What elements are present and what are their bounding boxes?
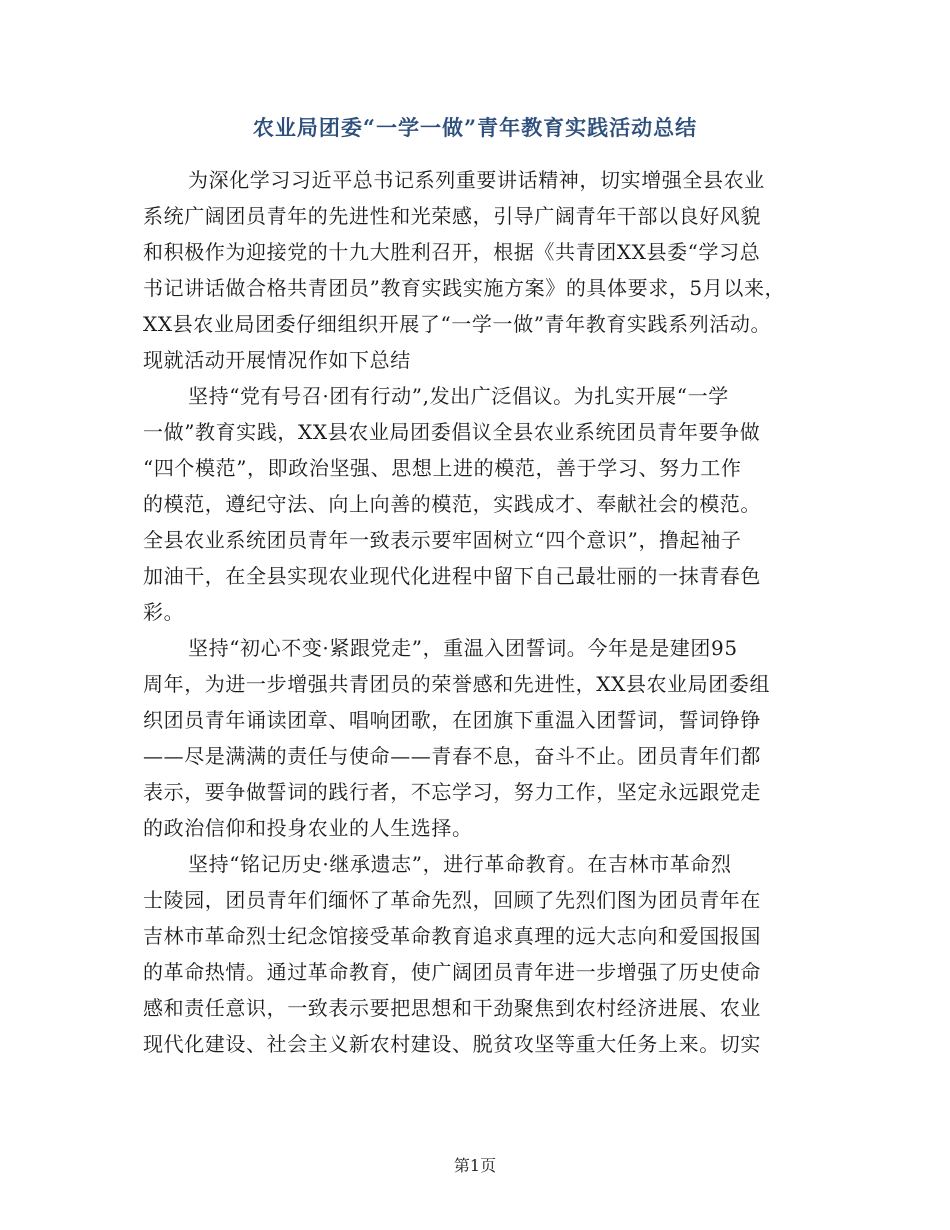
paragraph-line: 的革命热情。通过革命教育，使广阔团员青年进一步增强了历史使命 [143,960,761,984]
paragraph-line: 吉林市革命烈士纪念馆接受革命教育追求真理的远大志向和爱国报国 [143,924,761,948]
paragraph-line: 现代化建设、社会主义新农村建设、脱贫攻坚等重大任务上来。切实 [143,1032,761,1056]
paragraph-line: 士陵园，团员青年们缅怀了革命先烈，回顾了先烈们图为团员青年在 [143,888,761,912]
paragraph-line: 坚持“初心不变·紧跟党走”，重温入团誓词。今年是是建团95 [188,636,738,660]
document-body [143,162,803,1062]
paragraph-line: 织团员青年诵读团章、唱响团歌，在团旗下重温入团誓词，誓词铮铮 [143,708,761,732]
paragraph-line: 坚持“铭记历史·继承遗志”，进行革命教育。在吉林市革命烈 [188,852,732,876]
paragraph-line: 一做”教育实践，XX县农业局团委倡议全县农业系统团员青年要争做 [143,420,761,444]
paragraph-line: 为深化学习习近平总书记系列重要讲话精神，切实增强全县农业 [188,168,765,192]
paragraph-line: 感和责任意识，一致表示要把思想和干劲聚焦到农村经济进展、农业 [143,996,761,1020]
paragraph-line: 全县农业系统团员青年一致表示要牢固树立“四个意识”，撸起袖子 [143,528,742,552]
page-number: 第1页 [453,1156,497,1175]
paragraph-line: 表示，要争做誓词的践行者，不忘学习，努力工作，坚定永远跟党走 [143,780,761,804]
paragraph-line: “四个模范”，即政治坚强、思想上进的模范，善于学习、努力工作 [143,456,742,480]
paragraph-line: 的政治信仰和投身农业的人生选择。 [143,816,473,840]
paragraph-line: ——尽是满满的责任与使命——青春不息，奋斗不止。团员青年们都 [143,744,761,768]
paragraph-line: 加油干，在全县实现农业现代化进程中留下自己最壮丽的一抹青春色 [143,564,761,588]
paragraph-line: 书记讲话做合格共青团员”教育实践实施方案》的具体要求，5月以来， [143,276,786,300]
paragraph-line: 坚持“党有号召·团有行动”,发出广泛倡议。为扎实开展“一学 [188,384,729,408]
paragraph-line: 和积极作为迎接党的十九大胜利召开，根据《共青团XX县委“学习总 [143,240,761,264]
paragraph-line: 周年，为进一步增强共青团员的荣誉感和先进性，XX县农业局团委组 [143,672,771,696]
paragraph-line: 彩。 [143,600,185,624]
paragraph-line: 的模范，遵纪守法、向上向善的模范，实践成才、奉献社会的模范。 [143,492,761,516]
paragraph-line: 系统广阔团员青年的先进性和光荣感，引导广阔青年干部以良好风貌 [143,204,761,228]
document-title: 农业局团委“一学一做”青年教育实践活动总结 [252,115,698,140]
paragraph-line: XX县农业局团委仔细组织开展了“一学一做”青年教育实践系列活动。 [143,312,772,336]
paragraph-line: 现就活动开展情况作如下总结 [143,348,411,372]
